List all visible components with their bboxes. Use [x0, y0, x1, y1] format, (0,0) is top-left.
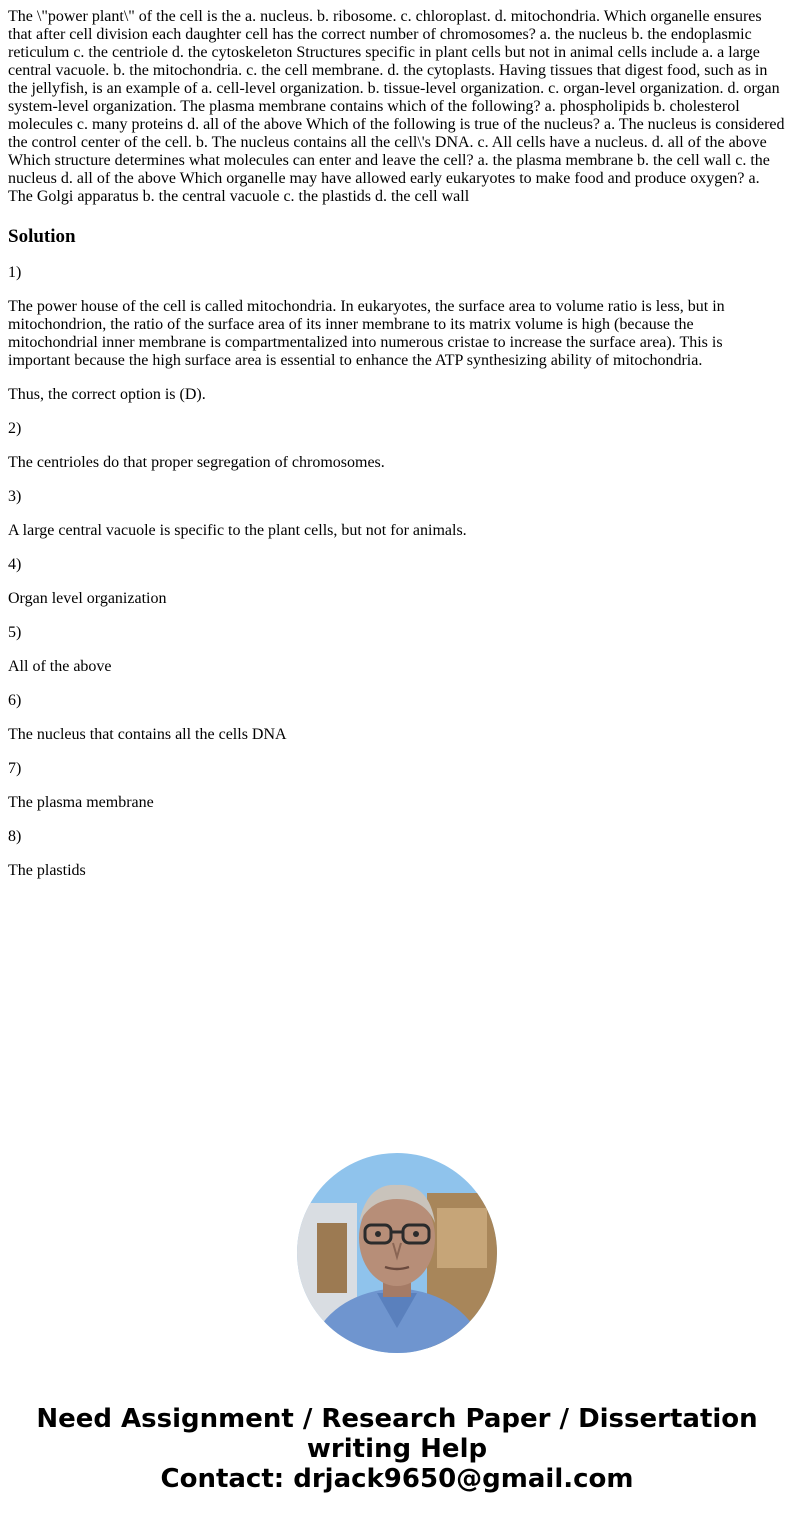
- answer-text: The plasma membrane: [8, 794, 154, 811]
- footer-line-contact: Contact: drjack9650@gmail.com: [160, 1464, 634, 1494]
- footer-line-writing: writing Help: [306, 1434, 488, 1464]
- answer-number: 3): [8, 488, 22, 505]
- answer-number: 7): [8, 760, 22, 777]
- contact-banner: [0, 1404, 794, 1494]
- answer-text: Thus, the correct option is (D).: [8, 386, 206, 403]
- answer-text: The centrioles do that proper segregation of chromosomes.: [8, 454, 385, 471]
- answer-number: 4): [8, 556, 22, 573]
- answer-number: 5): [8, 624, 22, 641]
- answers-list: [8, 264, 786, 896]
- answer-text: All of the above: [8, 658, 112, 675]
- author-avatar: [297, 1153, 497, 1353]
- footer-line-help: Need Assignment / Research Paper / Dissertation: [36, 1404, 758, 1434]
- answer-text: The power house of the cell is called mitochondria. In eukaryotes, the surface area to volume ratio is less, but in mitochondrion, the ratio of the surface area of its inner membrane to its matrix volume is high (because the mitochondrial inner membrane is compartmentalized into numerous cristae to increase the surface area). This is important because the high surface area is essential to enhance the ATP synthesizing ability of mitochondria.: [8, 298, 725, 369]
- solution-heading: Solution: [8, 226, 76, 247]
- answer-text: Organ level organization: [8, 590, 167, 607]
- answer-text: A large central vacuole is specific to the plant cells, but not for animals.: [8, 522, 467, 539]
- answer-text: The plastids: [8, 862, 86, 879]
- answer-number: 1): [8, 264, 22, 281]
- author-portrait-image: [297, 1153, 497, 1353]
- answer-number: 2): [8, 420, 22, 437]
- answer-number: 6): [8, 692, 22, 709]
- answer-number: 8): [8, 828, 22, 845]
- answer-text: The nucleus that contains all the cells DNA: [8, 726, 287, 743]
- question-text: The \"power plant\" of the cell is the a. nucleus. b. ribosome. c. chloroplast. d. mitochondria. Which organelle ensures that after cell division each daughter cell has the correct number of chromosomes? a. the nucleus b. the endoplasmic reticulum c. the centriole d. the cytoskeleton Structures specific in plant cells but not in animal cells include a. a large central vacuole. b. the mitochondria. c. the cell membrane. d. the cytoplasts. Having tissues that digest food, such as in the jellyfish, is an example of a. cell-level organization. b. tissue-level organization. c. organ-level organization. d. organ system-level organization. The plasma membrane contains which of the following? a. phospholipids b. cholesterol molecules c. many proteins d. all of the above Which of the following is true of the nucleus? a. The nucleus is considered the control center of the cell. b. The nucleus contains all the cell\'s DNA. c. All cells have a nucleus. d. all of the above Which structure determines what molecules can enter and leave the cell? a. the plasma membrane b. the cell wall c. the nucleus d. all of the above Which organelle may have allowed early eukaryotes to make food and produce oxygen? a. The Golgi apparatus b. the central vacuole c. the plastids d. the cell wall: [8, 8, 785, 205]
